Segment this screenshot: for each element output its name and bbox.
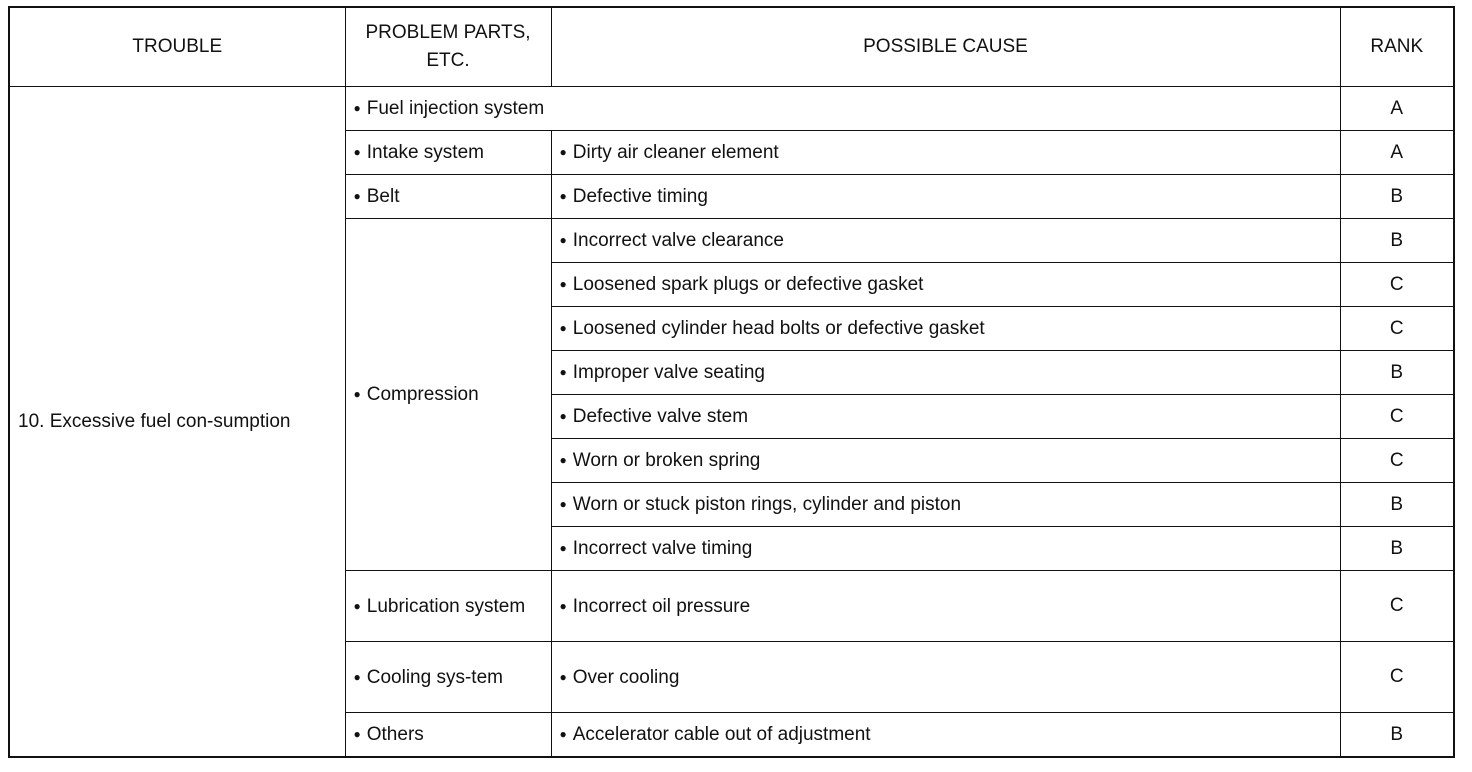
cause-label: ● Defective timing — [560, 186, 708, 207]
rank-cell: B — [1340, 175, 1454, 219]
cause-label: ● Loosened spark plugs or defective gasket — [560, 274, 924, 295]
cause-label: ● Incorrect valve clearance — [560, 230, 784, 251]
rank-cell: A — [1340, 131, 1454, 175]
cause-label: ● Accelerator cable out of adjustment — [560, 724, 871, 745]
cause-cell — [551, 527, 1340, 571]
rank-cell: C — [1340, 571, 1454, 642]
cause-cell — [551, 219, 1340, 263]
rank-cell: B — [1340, 351, 1454, 395]
trouble-cell: 10. Excessive fuel con-sumption — [9, 87, 345, 758]
part-cell — [345, 713, 551, 758]
rank-cell: C — [1340, 307, 1454, 351]
part-cell — [345, 571, 551, 642]
cause-label: ● Worn or stuck piston rings, cylinder and piston — [560, 494, 962, 515]
rank-cell: A — [1340, 87, 1454, 131]
rank-cell: C — [1340, 395, 1454, 439]
cause-cell — [551, 642, 1340, 713]
cause-label: ● Incorrect valve timing — [560, 538, 753, 559]
cause-label: ● Defective valve stem — [560, 406, 749, 427]
part-label: ● Lubrication system — [354, 596, 526, 617]
cause-label: ● Loosened cylinder head bolts or defective gasket — [560, 318, 985, 339]
rank-cell: B — [1340, 713, 1454, 758]
cause-cell — [551, 263, 1340, 307]
rank-cell: C — [1340, 439, 1454, 483]
table-row — [9, 87, 1454, 131]
cause-label: ● Over cooling — [560, 667, 680, 688]
cause-label: ● Dirty air cleaner element — [560, 142, 779, 163]
part-cell — [345, 219, 551, 571]
header-rank: RANK — [1340, 7, 1454, 87]
cause-cell — [551, 307, 1340, 351]
cause-cell — [551, 351, 1340, 395]
cause-label: ● Worn or broken spring — [560, 450, 761, 471]
cause-label: ● Improper valve seating — [560, 362, 765, 383]
cause-cell — [551, 131, 1340, 175]
cause-label: ● Incorrect oil pressure — [560, 596, 751, 617]
header-row — [9, 7, 1454, 87]
rank-cell: C — [1340, 642, 1454, 713]
cause-cell — [551, 439, 1340, 483]
cause-cell — [551, 571, 1340, 642]
part-label: ● Belt — [354, 186, 400, 207]
header-trouble: TROUBLE — [9, 7, 345, 87]
part-label: ● Intake system — [354, 142, 484, 163]
rank-cell: B — [1340, 527, 1454, 571]
rank-cell: C — [1340, 263, 1454, 307]
troubleshooting-table — [8, 6, 1455, 758]
cause-cell — [551, 175, 1340, 219]
part-label: ● Fuel injection system — [354, 98, 545, 119]
cause-cell — [551, 483, 1340, 527]
part-label: ● Cooling sys-tem — [354, 667, 503, 688]
part-label: ● Others — [354, 724, 424, 745]
part-label: ● Compression — [354, 384, 479, 405]
header-possible-cause: POSSIBLE CAUSE — [551, 7, 1340, 87]
cause-cell — [551, 713, 1340, 758]
rank-cell: B — [1340, 219, 1454, 263]
rank-cell: B — [1340, 483, 1454, 527]
part-cell — [345, 131, 551, 175]
header-problem-parts: PROBLEM PARTS, ETC. — [345, 7, 551, 87]
part-cell — [345, 642, 551, 713]
part-cell — [345, 87, 1340, 131]
part-cell — [345, 175, 551, 219]
cause-cell — [551, 395, 1340, 439]
